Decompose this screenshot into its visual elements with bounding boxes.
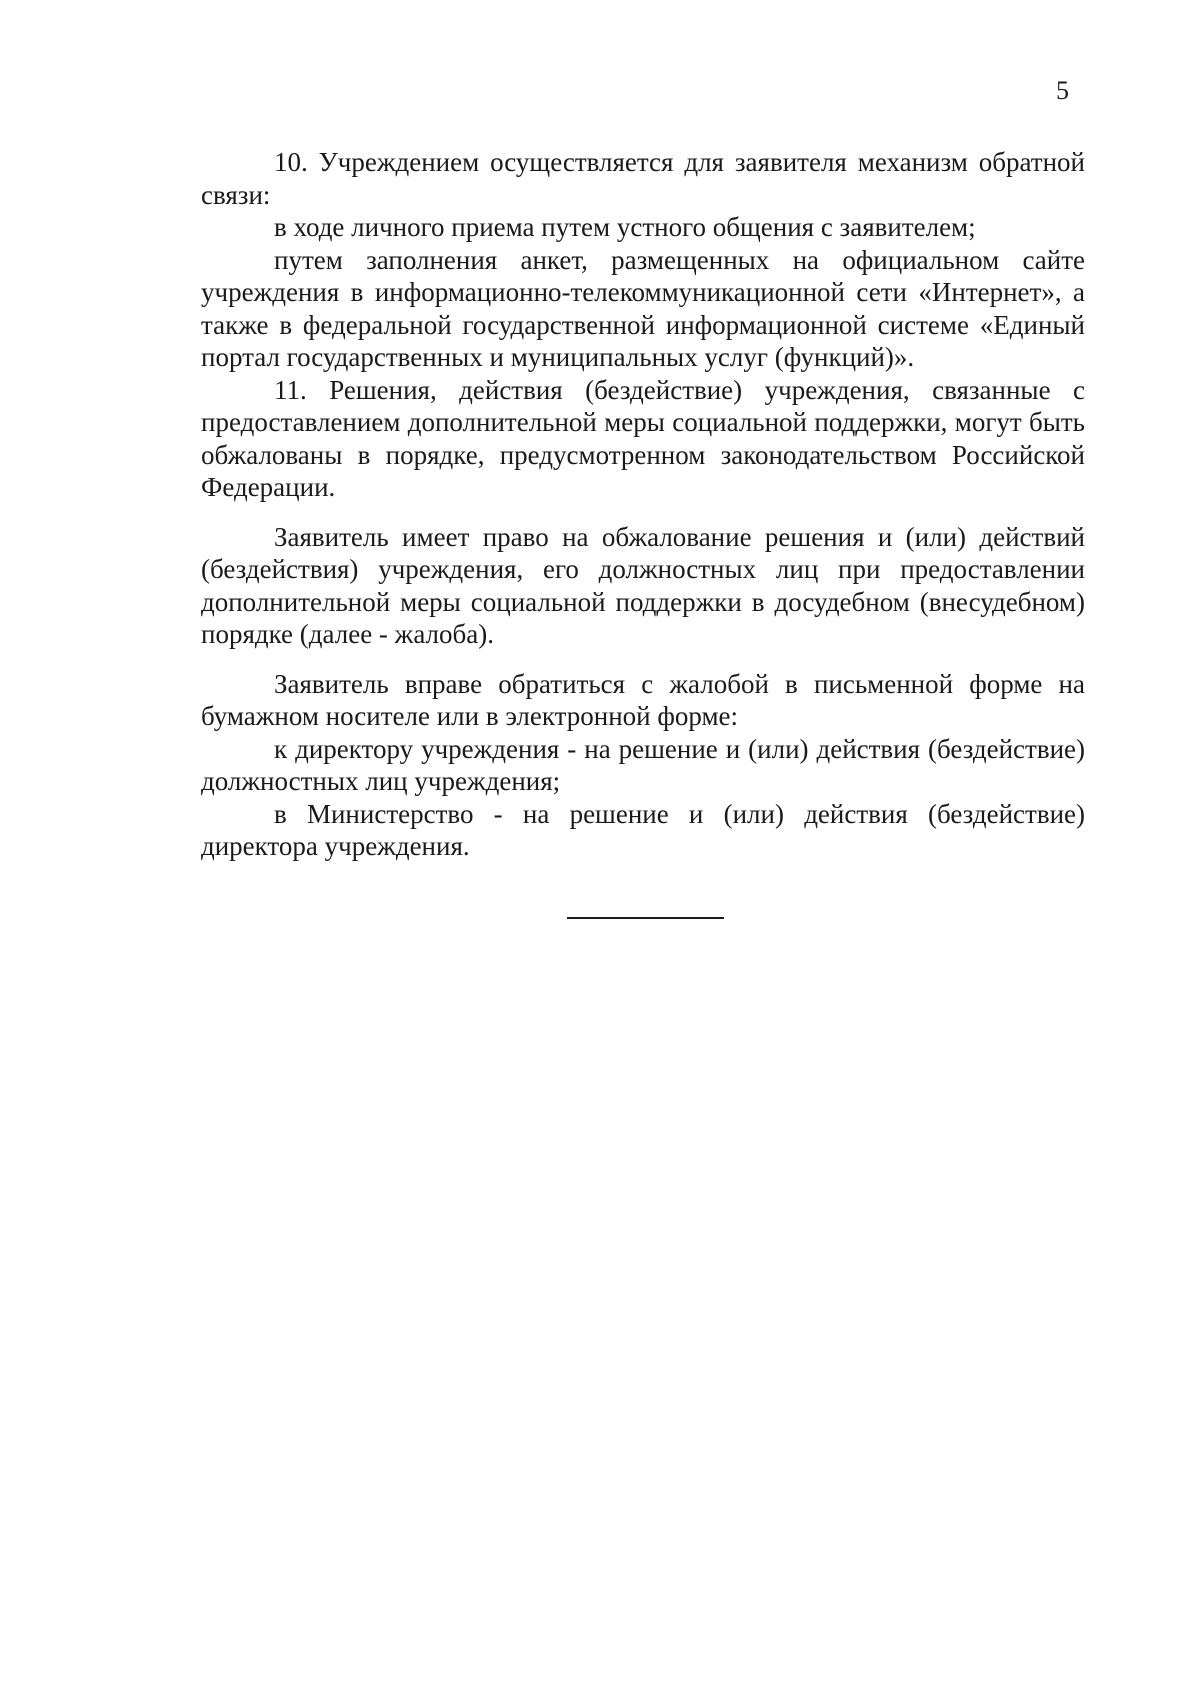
end-of-document-rule xyxy=(567,917,724,919)
paragraph-11-to-ministry: в Министерство - на решение и (или) действия (бездействие) директора учреждения. xyxy=(201,798,1085,861)
paragraph-11: 11. Решения, действия (бездействие) учреждения, связанные с предоставлением дополнительной меры социальной поддержки, могут быть обжалованы в порядке, предусмотренном законодательством Российской Федерации. xyxy=(201,374,1085,502)
paragraph-10-questionnaires: путем заполнения анкет, размещенных на официальном сайте учреждения в информационно-телекоммуникационной сети «Интернет», а также в федеральной государственной информационной системе «Единый портал государственных и муниципальных услуг (функций)». xyxy=(201,244,1085,372)
document-body xyxy=(201,146,1085,863)
paragraph-11-right-to-appeal: Заявитель имеет право на обжалование решения и (или) действий (бездействия) учреждения, его должностных лиц при предоставлении дополнительной меры социальной поддержки в досудебном (внесудебном) порядке (далее - жалоба). xyxy=(201,521,1085,649)
paragraph-10-personal-reception: в ходе личного приема путем устного общения с заявителем; xyxy=(274,212,976,242)
paragraph-10: 10. Учреждением осуществляется для заявителя механизм обратной связи: xyxy=(201,147,1085,210)
paragraph-11-complaint-form: Заявитель вправе обратиться с жалобой в письменной форме на бумажном носителе или в электронной форме: xyxy=(201,668,1085,731)
page-number: 5 xyxy=(1056,76,1069,105)
paragraph-11-to-director: к директору учреждения - на решение и (или) действия (бездействие) должностных лиц учреждения; xyxy=(201,733,1085,796)
